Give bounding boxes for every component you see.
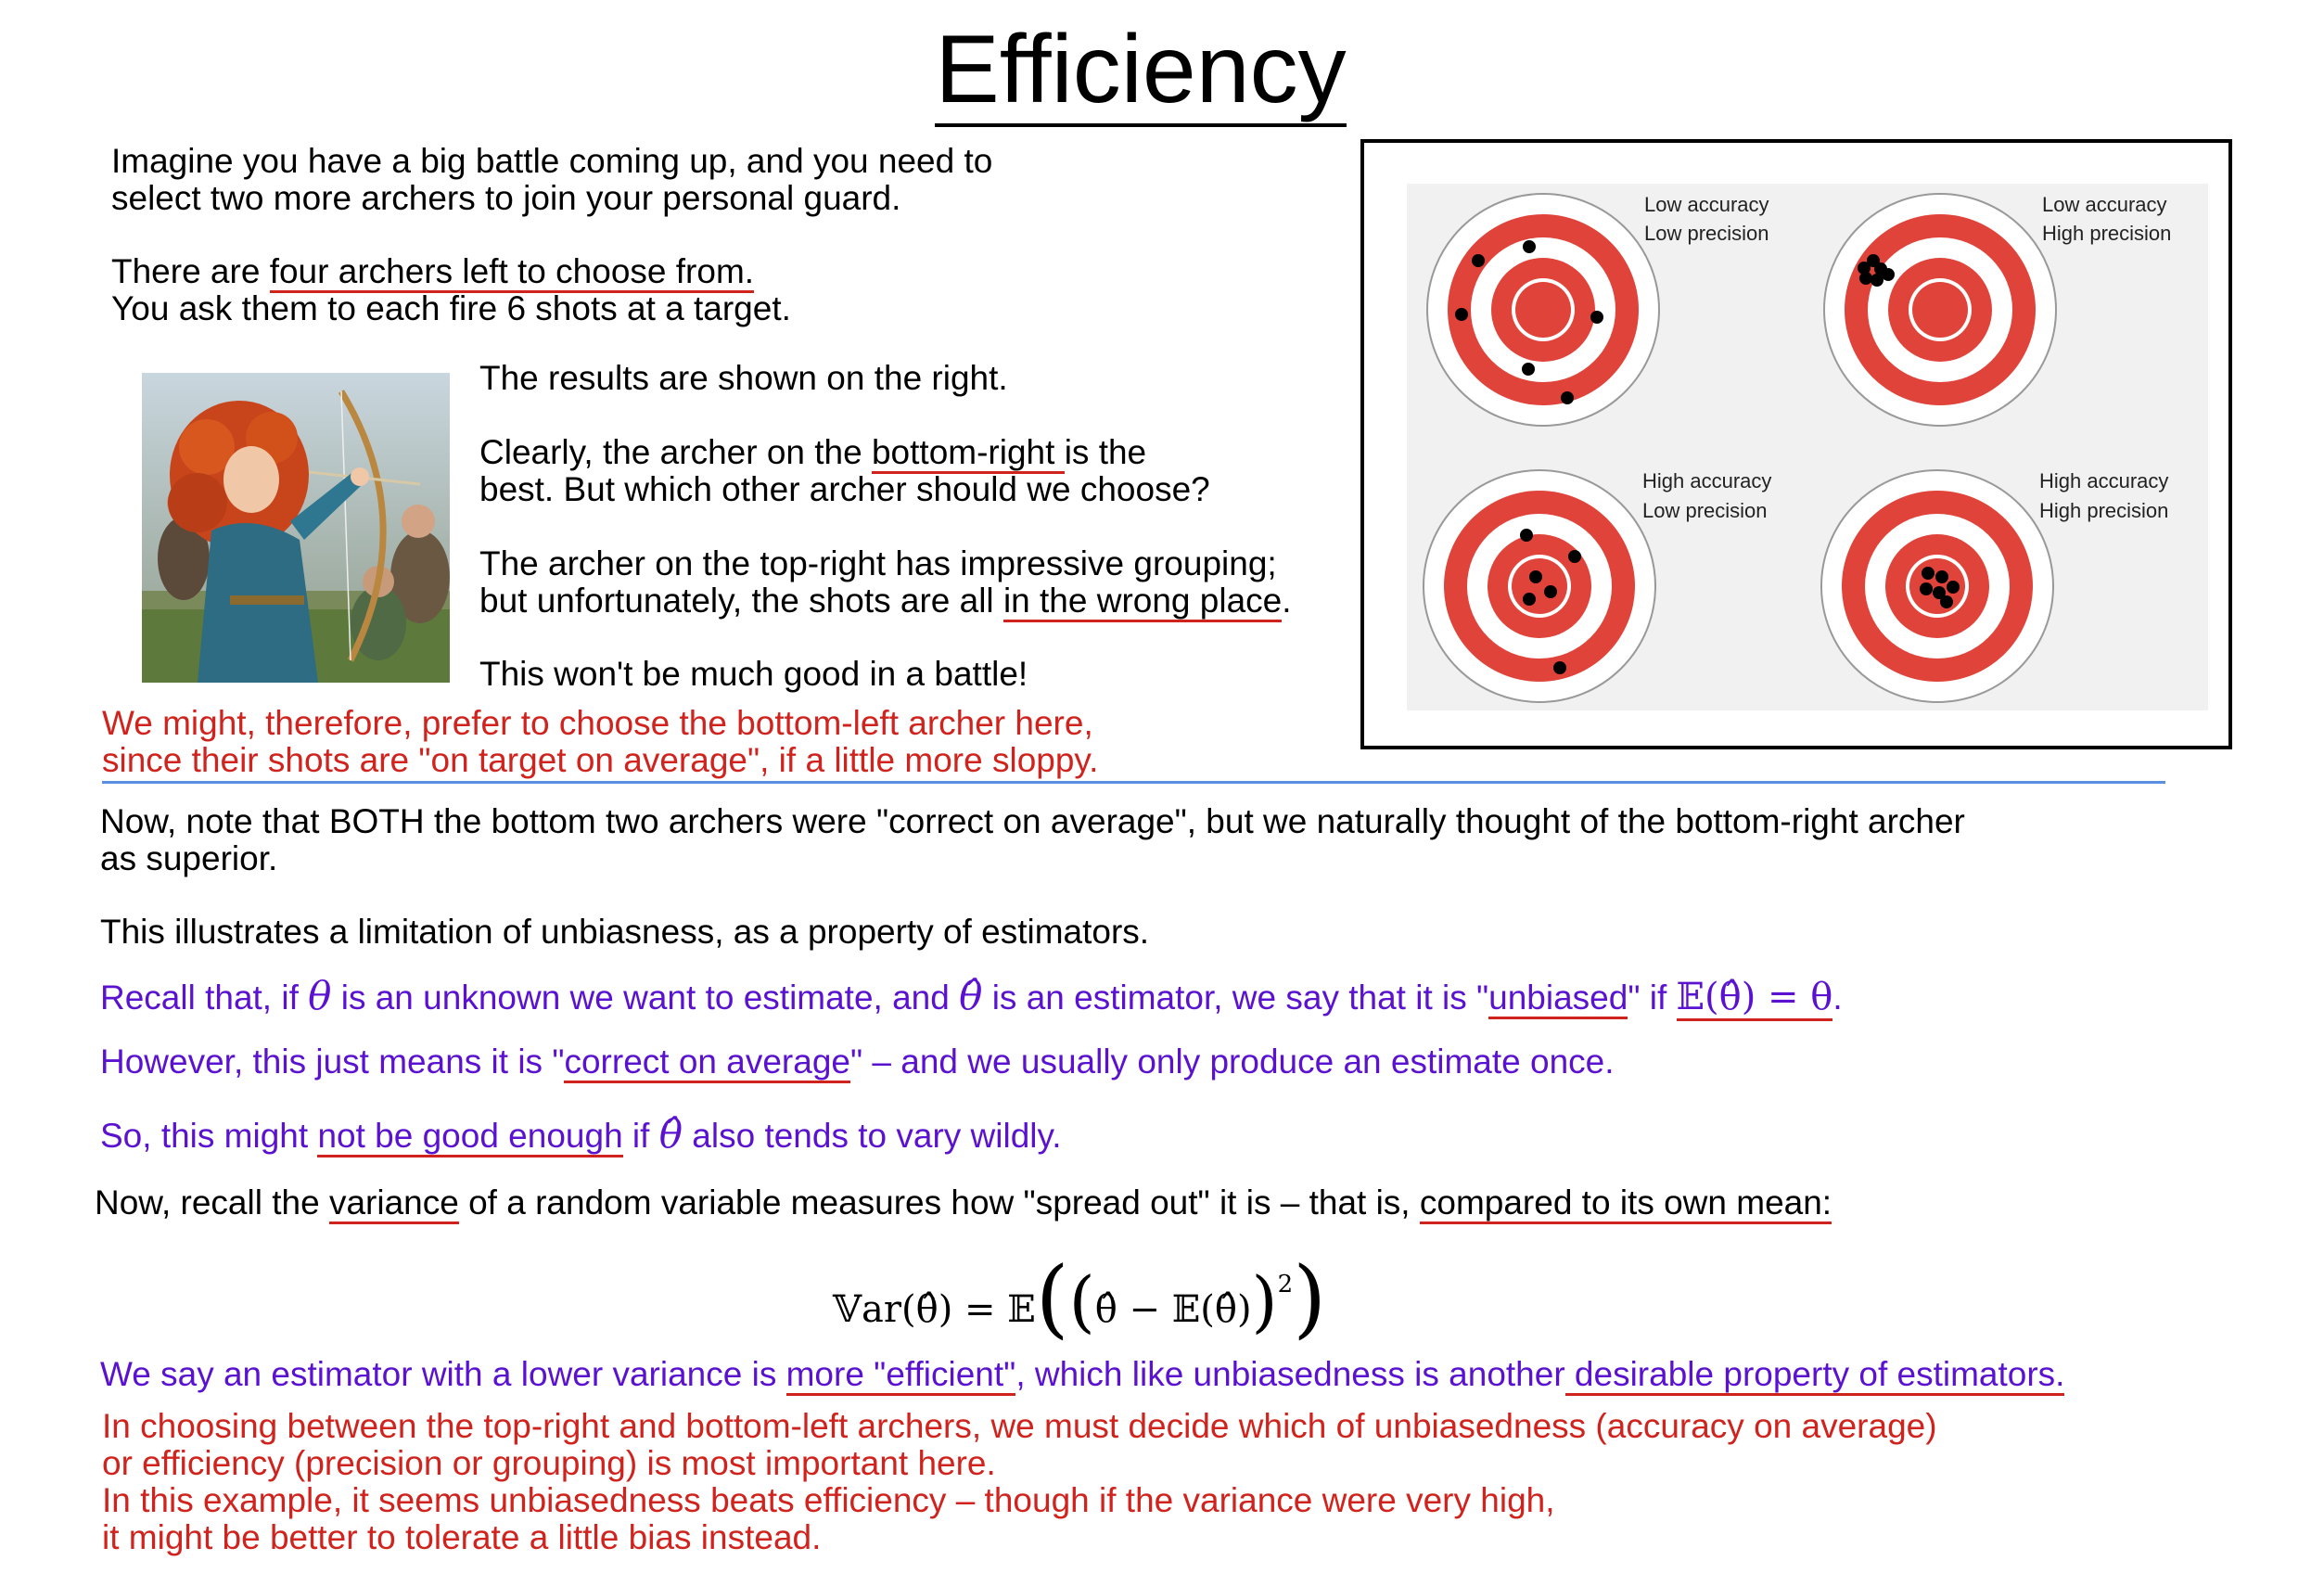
formula-exponent: 2: [1277, 1271, 1294, 1298]
target-low-acc-high-prec: [1824, 194, 2056, 426]
body-text: However, this just means it is "correct on average" – and we usually only produce an estimate once.: [100, 1042, 1615, 1081]
body-text: as superior.: [100, 839, 278, 877]
target-label: Low accuracy: [2042, 193, 2167, 216]
conclusion-text: or efficiency (precision or grouping) is most important here.: [102, 1444, 996, 1482]
target-label: High accuracy: [1642, 469, 1772, 492]
body-text: This illustrates a limitation of unbiasness, as a property of estimators.: [100, 913, 1150, 951]
target-label: Low precision: [1644, 222, 1769, 245]
target-label: High accuracy: [2039, 469, 2169, 492]
intro-text: but unfortunately, the shots are all in the wrong place.: [479, 582, 1292, 620]
formula-lhs: 𝕍ar(θ̂) = 𝔼: [833, 1288, 1036, 1331]
intro-text: You ask them to each fire 6 shots at a target.: [111, 289, 791, 327]
body-text: Now, recall the variance of a random variable measures how "spread out" it is – that is, compared to its own mean:: [95, 1183, 1832, 1222]
body-text: So, this might not be good enough if θ̂ also tends to vary wildly.: [100, 1111, 1062, 1157]
intro-text: Imagine you have a big battle coming up, and you need to: [111, 142, 993, 180]
intro-conclusion: since their shots are "on target on average", if a little more sloppy.: [102, 741, 1099, 779]
intro-text: This won't be much good in a battle!: [479, 655, 1028, 693]
variance-formula: 𝕍ar(θ̂) = 𝔼((θ̂ − 𝔼(θ̂))$^2$): [833, 1248, 1327, 1348]
conclusion-text: it might be better to tolerate a little bias instead.: [102, 1518, 822, 1556]
target-label: Low accuracy: [1644, 193, 1769, 216]
efficiency-definition: We say an estimator with a lower variance is more "efficient", which like unbiasedness is another desirable property of estimators.: [100, 1355, 2064, 1394]
unbiased-definition: Recall that, if θ is an unknown we want to estimate, and θ̂ is an estimator, we say that it is "unbiased" if 𝔼(θ̂) = θ.: [100, 977, 1843, 1017]
conclusion-text: In this example, it seems unbiasedness beats efficiency – though if the variance were very high,: [102, 1481, 1555, 1519]
target-high-acc-low-prec: [1424, 470, 1655, 702]
formula-inner: θ̂ − 𝔼(θ̂): [1094, 1288, 1252, 1331]
intro-text: Clearly, the archer on the bottom-right is the: [479, 433, 1146, 472]
intro-text: select two more archers to join your personal guard.: [111, 179, 901, 217]
section-divider: [102, 781, 2165, 784]
target-label: High precision: [2042, 222, 2172, 245]
target-label: High precision: [2039, 499, 2169, 522]
archer-photo: [142, 373, 450, 683]
intro-text: The archer on the top-right has impressive grouping;: [479, 544, 1277, 582]
target-label: Low precision: [1642, 499, 1768, 522]
intro-text: best. But which other archer should we choose?: [479, 470, 1210, 508]
intro-text: There are four archers left to choose from.: [111, 252, 754, 291]
page-title: Efficiency: [0, 17, 2281, 123]
intro-text: The results are shown on the right.: [479, 359, 1008, 397]
conclusion-text: In choosing between the top-right and bottom-left archers, we must decide which of unbiasedness (accuracy on average): [102, 1407, 1937, 1445]
targets-figure: [1360, 139, 2232, 749]
target-high-acc-high-prec: [1821, 470, 2053, 702]
intro-conclusion: We might, therefore, prefer to choose the bottom-left archer here,: [102, 704, 1093, 742]
target-low-acc-low-prec: [1427, 194, 1659, 426]
body-text: Now, note that BOTH the bottom two archers were "correct on average", but we naturally thought of the bottom-right archer: [100, 802, 1965, 840]
